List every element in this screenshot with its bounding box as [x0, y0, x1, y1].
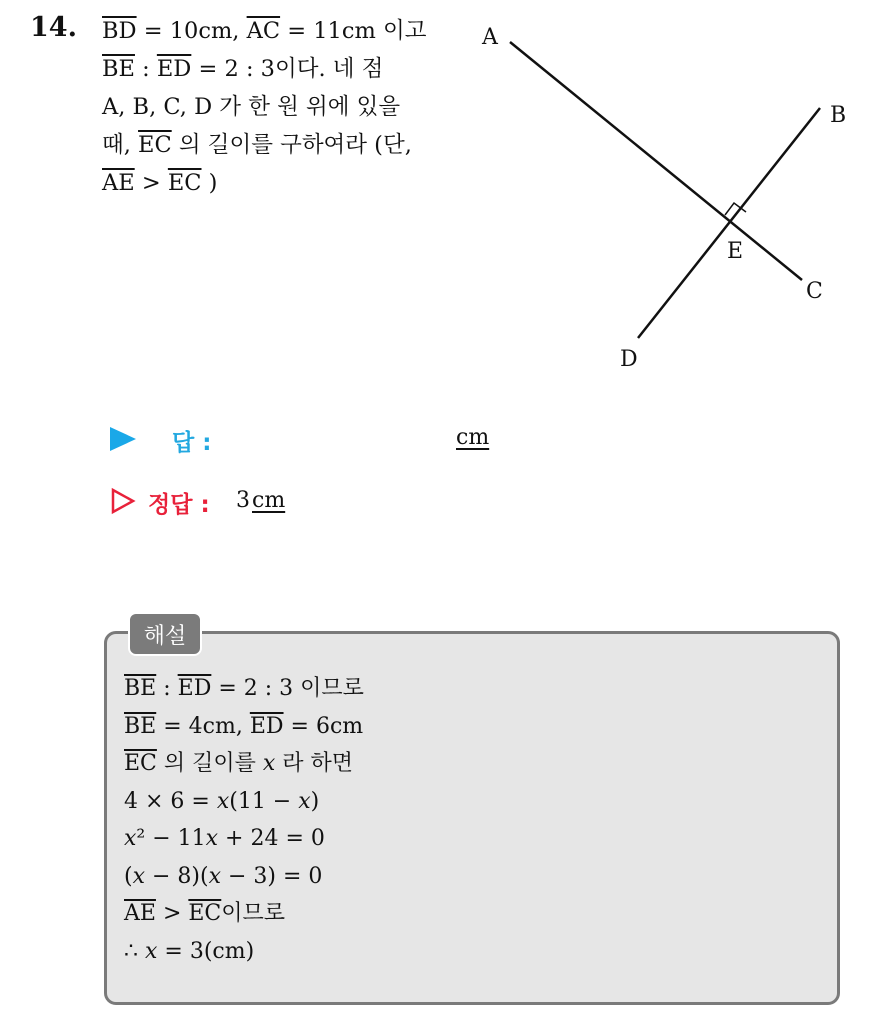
solution-line — [124, 670, 364, 708]
answer-unit: cm — [456, 425, 490, 450]
segment-ed: $\overline{ED}$ — [156, 56, 192, 82]
segment-ec: $\overline{EC}$ — [138, 132, 172, 158]
question-line — [102, 126, 452, 164]
solution-line — [124, 708, 364, 746]
chord-bd — [638, 108, 820, 338]
answer-row — [108, 422, 508, 462]
correct-answer-row — [108, 484, 508, 524]
segment-text: : — [156, 676, 178, 701]
question-line — [102, 88, 452, 126]
segment-text: (𝑥 − 8)(𝑥 − 3) = 0 — [124, 863, 323, 889]
question-text — [102, 12, 452, 202]
question-line — [102, 164, 452, 202]
segment-text: = 11cm 이고 — [280, 18, 427, 44]
segment-be: $\overline{BE}$ — [124, 713, 157, 739]
question-line — [102, 50, 452, 88]
segment-text: 4 × 6 = 𝑥(11 − 𝑥) — [124, 788, 320, 814]
segment-text: = 4cm, — [156, 713, 250, 739]
solution-line — [124, 858, 364, 896]
solution-line — [124, 933, 364, 971]
segment-ec: $\overline{EC}$ — [167, 170, 202, 196]
segment-text: = 2 : 3 이므로 — [211, 676, 364, 701]
segment-text: 의 길이를 𝑥 라 하면 — [156, 751, 354, 776]
correct-answer-value — [236, 488, 285, 513]
point-label-e: E — [727, 239, 744, 264]
segment-be: $\overline{BE}$ — [102, 56, 135, 82]
outline-play-arrow-icon — [110, 487, 136, 515]
segment-ae: $\overline{AE}$ — [102, 170, 135, 196]
solution-line — [124, 783, 364, 821]
segment-be: $\overline{BE}$ — [124, 676, 157, 701]
answer-label: 답 : — [172, 430, 212, 456]
segment-text: = 6cm — [283, 713, 364, 739]
correct-answer-unit: cm — [252, 488, 286, 513]
segment-text: ) — [201, 170, 218, 196]
segment-text: 때, — [102, 132, 139, 158]
segment-ed: $\overline{ED}$ — [177, 676, 212, 701]
question-number: 14. — [30, 12, 77, 43]
correct-answer-number: 3 — [236, 488, 250, 513]
segment-ec: $\overline{EC}$ — [124, 751, 157, 776]
segment-ae: $\overline{AE}$ — [124, 901, 156, 926]
intersecting-chords-figure — [470, 10, 870, 380]
segment-text: > — [155, 901, 189, 926]
solution-line — [124, 820, 364, 858]
play-arrow-icon — [110, 427, 136, 451]
segment-ac: $\overline{AC}$ — [246, 18, 281, 44]
segment-text: 이므로 — [221, 901, 286, 926]
segment-text: ∴ 𝑥 = 3(cm) — [124, 938, 255, 964]
segment-text: A, B, C, D 가 한 원 위에 있을 — [102, 94, 401, 120]
segment-text: : — [134, 56, 157, 82]
segment-text: 𝑥² − 11𝑥 + 24 = 0 — [124, 826, 325, 851]
solution-tag: 해설 — [128, 612, 202, 656]
segment-ed: $\overline{ED}$ — [249, 713, 284, 739]
solution-line — [124, 895, 364, 933]
question-line — [102, 12, 452, 50]
segment-text: = 2 : 3이다. 네 점 — [191, 56, 384, 82]
segment-text: = 10cm, — [136, 18, 247, 44]
solution-line — [124, 745, 364, 783]
segment-bd: $\overline{BD}$ — [102, 18, 137, 44]
segment-ec: $\overline{EC}$ — [188, 901, 222, 926]
chord-ac — [510, 42, 802, 280]
segment-text: > — [134, 170, 168, 196]
solution-text — [124, 670, 364, 970]
correct-answer-label: 정답 : — [148, 492, 210, 518]
point-label-b: B — [830, 103, 847, 128]
point-label-a: A — [482, 25, 498, 50]
segment-text: 의 길이를 구하여라 (단, — [171, 132, 412, 158]
point-label-d: D — [620, 347, 638, 372]
point-label-c: C — [806, 279, 823, 304]
